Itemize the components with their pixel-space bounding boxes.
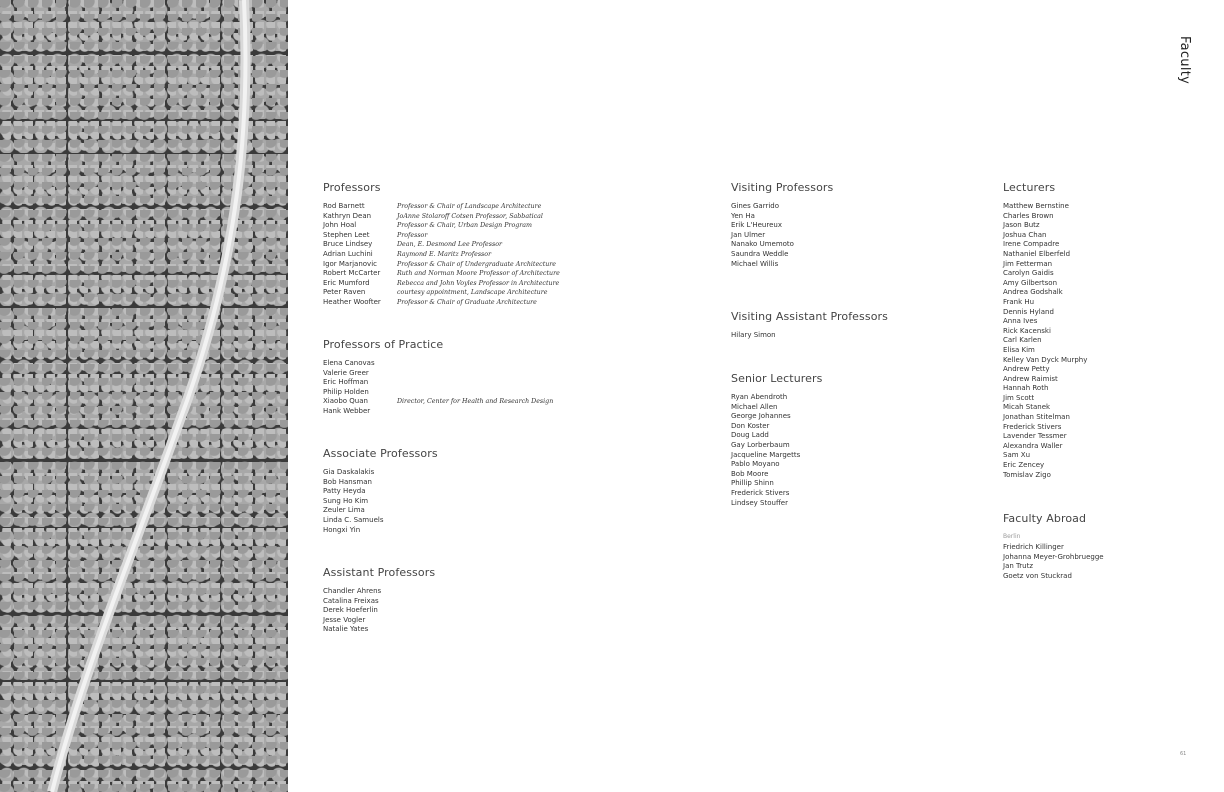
list-item: Jacqueline Margetts (731, 450, 801, 459)
section-heading: Faculty Abroad (1003, 512, 1087, 525)
faculty-title: Professor & Chair of Landscape Architecture (397, 203, 542, 210)
list-item (323, 260, 560, 270)
faculty-name: Adrian Luchini (323, 249, 373, 258)
list-item: Hongxi Yin (323, 525, 361, 534)
list-item (323, 298, 560, 308)
visiting-professors-list (731, 202, 833, 269)
section-professors-of-practice (323, 338, 553, 417)
faculty-title: JoAnne Stolaroff Cotsen Professor, Sabbatical (397, 212, 543, 220)
list-item: Matthew Bernstine (1003, 202, 1069, 210)
faculty-title: Professor & Chair, Urban Design Program (397, 222, 533, 230)
list-item (323, 378, 553, 388)
list-item: Phillip Shinn (731, 479, 774, 488)
list-item: Nanako Umemoto (731, 240, 794, 249)
list-item: Kelley Van Dyck Murphy (1003, 355, 1088, 364)
list-item (323, 279, 560, 289)
faculty-title: Ruth and Norman Moore Professor of Architecture (397, 270, 560, 278)
section-professors (323, 181, 560, 308)
visiting-assistant-professors-list (731, 331, 888, 341)
list-item: Dennis Hyland (1003, 307, 1054, 316)
faculty-name: Xiaobo Quan (323, 397, 368, 406)
section-heading: Visiting Assistant Professors (731, 310, 888, 323)
faculty-name: Bruce Lindsey (323, 240, 373, 249)
list-item: Erik L'Heureux (731, 221, 782, 230)
aerial-road-graphic (0, 0, 288, 792)
list-item: Rick Kacenski (1003, 326, 1051, 335)
faculty-title: courtesy appointment, Landscape Architecture (397, 289, 548, 297)
faculty-title: Professor & Chair of Undergraduate Architecture (397, 260, 557, 268)
list-item (323, 388, 553, 398)
section-heading: Professors (323, 181, 381, 194)
list-item: George Johannes (731, 412, 791, 421)
list-item: Eric Zencey (1003, 461, 1045, 470)
list-item (323, 221, 560, 231)
faculty-name: Eric Hoffman (323, 378, 369, 387)
list-item (323, 269, 560, 279)
list-item: Lavender Tessmer (1003, 432, 1067, 441)
faculty-name: Elena Canovas (323, 359, 375, 367)
list-item (323, 231, 560, 241)
list-item: Natalie Yates (323, 625, 369, 634)
list-item: Andrew Raimist (1003, 374, 1058, 383)
list-item: Chandler Ahrens (323, 587, 382, 595)
section-heading: Professors of Practice (323, 338, 444, 351)
section-faculty-abroad (1003, 512, 1104, 581)
list-item: Don Koster (731, 421, 770, 430)
section-visiting-professors (731, 181, 833, 269)
list-item: Gay Lorberbaum (731, 440, 790, 449)
list-item (323, 407, 553, 417)
list-item: Irene Compadre (1003, 240, 1060, 249)
list-item: Jason Butz (1003, 221, 1040, 230)
list-item: Micah Stanek (1003, 403, 1051, 412)
list-item: Jim Scott (1003, 393, 1035, 402)
assistant-professors-list (323, 587, 435, 635)
list-item: Elisa Kim (1003, 345, 1035, 354)
list-item: Gia Daskalakis (323, 468, 375, 476)
faculty-name: Hank Webber (323, 406, 371, 415)
list-item: Bob Hansman (323, 477, 372, 486)
list-item (323, 288, 560, 298)
list-item: Sung Ho Kim (323, 496, 369, 505)
senior-lecturers-list (731, 393, 822, 508)
list-item: Hannah Roth (1003, 384, 1049, 393)
list-item: Zeuler Lima (323, 506, 365, 515)
list-item: Andrew Petty (1003, 365, 1050, 374)
faculty-name: Igor Marjanovic (323, 259, 377, 268)
faculty-title: Raymond E. Maritz Professor (397, 250, 492, 258)
list-item: Jim Fetterman (1003, 259, 1053, 268)
list-item (323, 397, 553, 407)
list-item (323, 369, 553, 379)
section-heading: Associate Professors (323, 447, 438, 460)
faculty-title: Professor & Chair of Graduate Architecture (397, 298, 537, 306)
list-item: Carl Karlen (1003, 336, 1042, 345)
list-item: Jan Ulmer (731, 230, 766, 239)
faculty-name: Robert McCarter (323, 269, 381, 278)
faculty-name: Philip Holden (323, 387, 369, 396)
list-item: Sam Xu (1003, 451, 1031, 460)
faculty-title: Dean, E. Desmond Lee Professor (397, 241, 503, 249)
list-item: Alexandra Waller (1003, 441, 1063, 450)
location-label: Berlin (1003, 533, 1021, 540)
list-item: Friedrich Killinger (1003, 543, 1064, 551)
faculty-name: Kathryn Dean (323, 211, 372, 220)
list-item (323, 202, 560, 212)
list-item: Derek Hoeferlin (323, 606, 378, 615)
list-item: Anna Ives (1003, 317, 1038, 326)
professors-list (323, 202, 560, 308)
section-visiting-assistant-professors (731, 310, 888, 341)
list-item: Frederick Stivers (1003, 422, 1062, 431)
list-item: Jan Trutz (1003, 562, 1033, 571)
list-item: Doug Ladd (731, 431, 769, 440)
section-lecturers (1003, 181, 1087, 480)
list-item: Pablo Moyano (731, 460, 780, 469)
associate-professors-list (323, 468, 438, 535)
faculty-name: Heather Woofter (323, 297, 381, 306)
faculty-name: Peter Raven (323, 288, 366, 297)
list-item: Jesse Vogler (323, 615, 366, 624)
list-item (323, 212, 560, 222)
faculty-name: Eric Mumford (323, 278, 370, 287)
faculty-name: John Hoal (323, 221, 357, 230)
list-item: Frederick Stivers (731, 488, 790, 497)
list-item: Michael Willis (731, 259, 779, 268)
section-senior-lecturers (731, 372, 822, 508)
list-item: Amy Gilbertson (1003, 278, 1058, 287)
list-item: Charles Brown (1003, 211, 1054, 220)
aerial-photo (0, 0, 288, 792)
faculty-title: Director, Center for Health and Research Design (397, 398, 554, 406)
list-item (323, 250, 560, 260)
list-item: Linda C. Samuels (323, 515, 384, 524)
professors-of-practice-list (323, 359, 553, 417)
faculty-name: Valerie Greer (323, 368, 369, 377)
faculty-name: Rod Barnett (323, 202, 365, 210)
list-item: Ryan Abendroth (731, 393, 788, 401)
list-item: Tomislav Zigo (1003, 470, 1051, 479)
list-item: Johanna Meyer-Grohbruegge (1003, 552, 1104, 561)
list-item: Yen Ha (731, 211, 755, 220)
section-assistant-professors (323, 566, 435, 635)
page-number: 61 (1180, 751, 1187, 757)
section-heading: Lecturers (1003, 181, 1056, 194)
section-heading: Senior Lecturers (731, 372, 823, 385)
list-item: Carolyn Gaidis (1003, 269, 1054, 278)
list-item: Gines Garrido (731, 202, 780, 210)
list-item: Saundra Weddle (731, 249, 789, 258)
list-item: Patty Heyda (323, 487, 366, 496)
faculty-abroad-list (1003, 543, 1104, 581)
list-item: Jonathan Stitelman (1003, 413, 1070, 422)
list-item: Bob Moore (731, 469, 769, 478)
list-item (323, 359, 553, 369)
list-item: Catalina Freixas (323, 596, 379, 605)
list-item: Joshua Chan (1003, 230, 1047, 239)
list-item: Frank Hu (1003, 297, 1035, 306)
page-title: Faculty (1177, 36, 1192, 85)
list-item: Andrea Godshalk (1003, 288, 1063, 297)
list-item (323, 240, 560, 250)
faculty-name: Stephen Leet (323, 230, 370, 239)
list-item: Lindsey Stouffer (731, 498, 788, 507)
faculty-title: Professor (397, 231, 428, 239)
list-item: Michael Allen (731, 402, 778, 411)
section-heading: Visiting Professors (731, 181, 834, 194)
list-item: Goetz von Stuckrad (1003, 571, 1072, 580)
list-item: Hilary Simon (731, 331, 776, 339)
lecturers-list (1003, 202, 1087, 480)
list-item: Nathaniel Elberfeld (1003, 249, 1071, 258)
faculty-title: Rebecca and John Voyles Professor in Architecture (397, 279, 560, 287)
section-associate-professors (323, 447, 438, 535)
section-heading: Assistant Professors (323, 566, 436, 579)
